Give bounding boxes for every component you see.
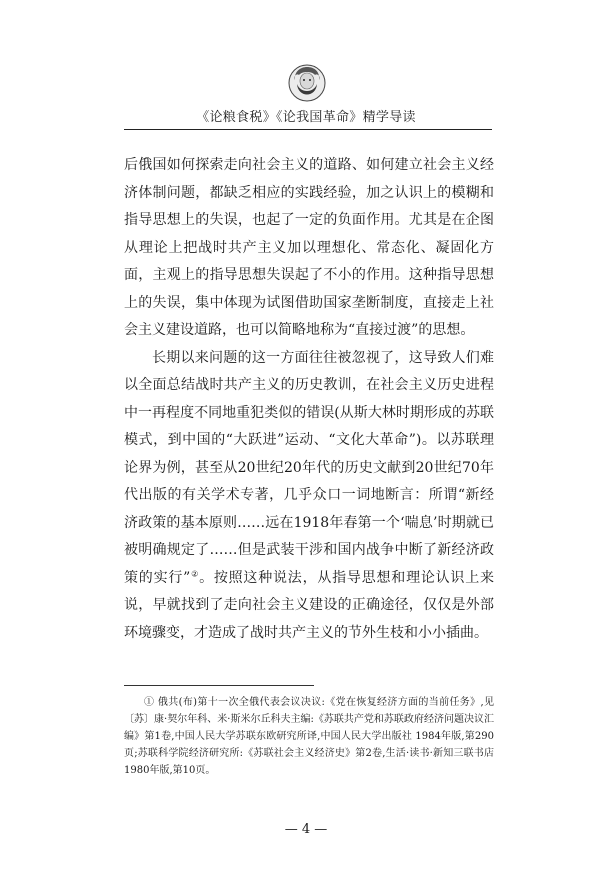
page-number: — 4 —	[284, 822, 328, 837]
footnote-reference[interactable]: ②	[190, 568, 200, 578]
paragraph-1: 后俄国如何探索走向社会主义的道路、如何建立社会主义经济体制问题，都缺乏相应的实践经验，加之认识上的模糊和指导思想上的失误，也起了一定的负面作用。尤其是在企图从理论上把战时共产主义加以理想化、常态化、凝固化方面，主观上的指导思想失误起了不小的作用。这种指导思想上的失误，集中体现为试图借助国家垄断制度，直接走上社会主义建设道路，也可以简略地称为“直接过渡”的思想。	[124, 157, 494, 338]
running-header-title: 《论粮食税》《论我国革命》精学导读	[196, 110, 416, 125]
bearded-portrait-icon	[288, 64, 326, 102]
paragraph-2	[124, 345, 494, 648]
paragraph-2-main: 长期以来问题的这一方面往往被忽视了，这导致人们难以全面总结战时共产主义的历史教训，在社会主义历史进程中一再程度不同地重犯类似的错误(从斯大林时期形成的苏联模式，到中国的“大跃进”运动、“文化大革命”)。以苏联理论界为例，甚至从20世纪20年代的历史文献到20世纪70年代出版的有关学术专著，几乎众口一词地断言：所谓“新经济政策的基本原则……远在1918年春第一个‘喘息’时期就已被明确规定了……但是武装干涉和国内战争中断了新经济政策的实行”	[124, 349, 494, 586]
footnote-rule	[124, 685, 314, 686]
body-text	[124, 152, 494, 647]
header-rule	[124, 129, 492, 130]
paragraph-2-rest: 。按照这种说法，从指导思想和理论认识上来说，早就找到了走向社会主义建设的正确途径，仅仅是外部环境骤变，才造成了战时共产主义的节外生枝和小小插曲。	[124, 569, 495, 641]
footnote: ① 俄共(布)第十一次全俄代表会议决议:《党在恢复经济方面的当前任务》,见〔苏〕康·契尔年科、米·斯米尔丘科夫主编:《苏联共产党和苏联政府经济问题决议汇编》第1卷,中国人民大学苏联东欧研究所译,中国人民大学出版社 1984年版,第290页;苏联科学院经济研究所:《苏联社会主义经济史》第2卷,生活·读书·新知三联书店1980年版,第10页。	[124, 697, 494, 776]
